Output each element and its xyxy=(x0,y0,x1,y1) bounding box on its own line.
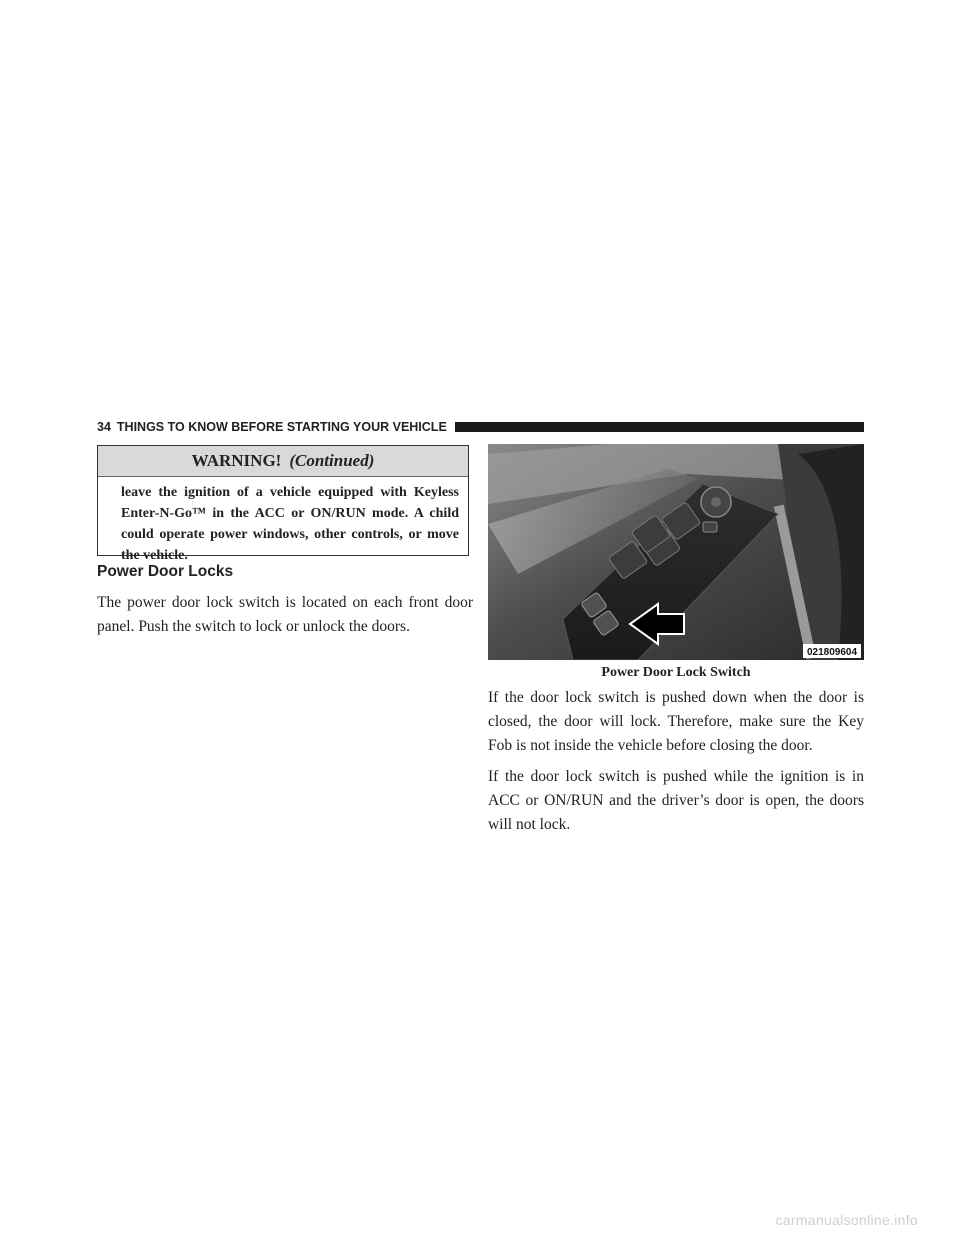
page-header xyxy=(97,417,864,437)
paragraph-lock-closed: If the door lock switch is pushed down when the door is closed, the door will lock. Therefore, make sure the Key Fob is not inside the vehicle before closing the door. xyxy=(488,689,864,754)
warning-text: leave the ignition of a vehicle equipped with Keyless Enter-N-Go™ in the ACC or ON/RUN mode. A child could operate power windows, other controls, or move the vehicle. xyxy=(121,485,459,563)
right-column xyxy=(488,686,864,844)
figure-caption: Power Door Lock Switch xyxy=(601,665,751,680)
paragraph-lock-open: If the door lock switch is pushed while the ignition is in ACC or ON/RUN and the driver’s door is open, the doors will not lock. xyxy=(488,768,864,833)
chapter-title: THINGS TO KNOW BEFORE STARTING YOUR VEHICLE xyxy=(116,420,447,434)
header-rule xyxy=(455,422,864,432)
door-panel-photo xyxy=(488,444,864,660)
warning-box xyxy=(97,445,469,563)
watermark[interactable]: carmanualsonline.info xyxy=(775,1212,918,1228)
section-heading: Power Door Locks xyxy=(97,563,234,580)
image-code: 021809604 xyxy=(806,647,858,658)
warning-title: WARNING! xyxy=(191,451,282,470)
warning-header xyxy=(98,446,468,477)
section-paragraph: The power door lock switch is located on each front door panel. Push the switch to lock or unlock the doors. xyxy=(97,594,473,635)
page-number: 34 xyxy=(97,420,111,434)
warning-continued: (Continued) xyxy=(289,451,375,470)
